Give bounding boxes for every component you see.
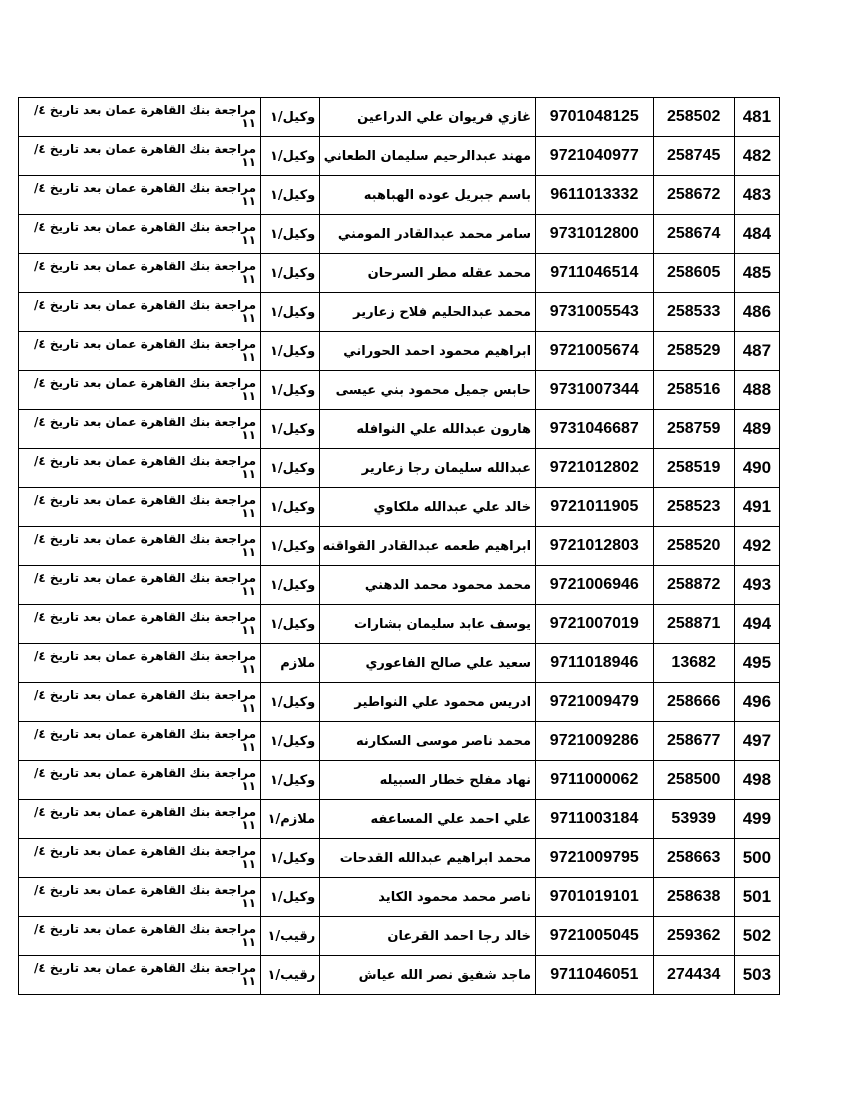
full-name: محمد ناصر موسى السكارنه [320,722,536,761]
row-index: 497 [734,722,779,761]
note-line-2: ١١ [241,545,256,559]
table-row [19,956,780,995]
rank: وكيل/١ [261,215,320,254]
note [19,644,261,683]
row-index: 485 [734,254,779,293]
military-number: 258672 [653,176,734,215]
rank: وكيل/١ [261,878,320,917]
table-row [19,293,780,332]
military-number: 258872 [653,566,734,605]
note-line-1: مراجعة بنك القاهرة عمان بعد تاريخ ٤/ [34,493,256,507]
note-line-1: مراجعة بنك القاهرة عمان بعد تاريخ ٤/ [34,259,256,273]
row-index: 500 [734,839,779,878]
rank: وكيل/١ [261,410,320,449]
national-id: 9711018946 [536,644,653,683]
table-row [19,371,780,410]
military-number: 258516 [653,371,734,410]
note-line-1: مراجعة بنك القاهرة عمان بعد تاريخ ٤/ [34,610,256,624]
row-index: 498 [734,761,779,800]
note-line-2: ١١ [241,896,256,910]
note-line-1: مراجعة بنك القاهرة عمان بعد تاريخ ٤/ [34,103,256,117]
note-line-2: ١١ [241,311,256,325]
full-name: خالد علي عبدالله ملكاوي [320,488,536,527]
rank: وكيل/١ [261,293,320,332]
row-index: 489 [734,410,779,449]
military-number: 13682 [653,644,734,683]
note [19,800,261,839]
row-index: 499 [734,800,779,839]
note-line-2: ١١ [241,506,256,520]
row-index: 496 [734,683,779,722]
national-id: 9721006946 [536,566,653,605]
table-row [19,800,780,839]
full-name: ناصر محمد محمود الكايد [320,878,536,917]
national-id: 9721005045 [536,917,653,956]
row-index: 495 [734,644,779,683]
table-row [19,410,780,449]
note [19,956,261,995]
note-line-2: ١١ [241,428,256,442]
military-number: 258871 [653,605,734,644]
note-line-1: مراجعة بنك القاهرة عمان بعد تاريخ ٤/ [34,649,256,663]
note-line-2: ١١ [241,155,256,169]
full-name: ادريس محمود علي النواطير [320,683,536,722]
note [19,488,261,527]
note-line-2: ١١ [241,857,256,871]
note-line-2: ١١ [241,389,256,403]
military-number: 258759 [653,410,734,449]
note [19,410,261,449]
table-row [19,254,780,293]
note-line-2: ١١ [241,194,256,208]
note [19,761,261,800]
note [19,722,261,761]
full-name: باسم جبريل عوده الهباهبه [320,176,536,215]
full-name: محمد عبدالحليم فلاح زعارير [320,293,536,332]
military-number: 258663 [653,839,734,878]
military-number: 258638 [653,878,734,917]
full-name: ماجد شفيق نصر الله عياش [320,956,536,995]
rank: ملازم/١ [261,800,320,839]
national-id: 9721009795 [536,839,653,878]
national-id: 9721011905 [536,488,653,527]
full-name: محمد ابراهيم عبدالله القدحات [320,839,536,878]
table-row [19,566,780,605]
note-line-2: ١١ [241,935,256,949]
national-id: 9721005674 [536,332,653,371]
military-number: 258523 [653,488,734,527]
note-line-1: مراجعة بنك القاهرة عمان بعد تاريخ ٤/ [34,220,256,234]
row-index: 494 [734,605,779,644]
note [19,605,261,644]
full-name: نهاد مفلح خطار السبيله [320,761,536,800]
rank: وكيل/١ [261,566,320,605]
rank: وكيل/١ [261,98,320,137]
rank: وكيل/١ [261,683,320,722]
note-line-1: مراجعة بنك القاهرة عمان بعد تاريخ ٤/ [34,181,256,195]
row-index: 482 [734,137,779,176]
note-line-1: مراجعة بنك القاهرة عمان بعد تاريخ ٤/ [34,883,256,897]
military-number: 258533 [653,293,734,332]
full-name: ابراهيم طعمه عبدالقادر القواقنه [320,527,536,566]
row-index: 487 [734,332,779,371]
note-line-2: ١١ [241,974,256,988]
national-id: 9711046051 [536,956,653,995]
note-line-2: ١١ [241,623,256,637]
rank: رقيب/١ [261,956,320,995]
note-line-1: مراجعة بنك القاهرة عمان بعد تاريخ ٤/ [34,688,256,702]
row-index: 486 [734,293,779,332]
national-id: 9721040977 [536,137,653,176]
table-row [19,176,780,215]
note-line-2: ١١ [241,116,256,130]
table-row [19,605,780,644]
full-name: يوسف عابد سليمان بشارات [320,605,536,644]
full-name: حابس جميل محمود بني عيسى [320,371,536,410]
row-index: 484 [734,215,779,254]
national-id: 9731046687 [536,410,653,449]
table-row [19,488,780,527]
military-number: 258674 [653,215,734,254]
full-name: مهند عبدالرحيم سليمان الطعاني [320,137,536,176]
note-line-1: مراجعة بنك القاهرة عمان بعد تاريخ ٤/ [34,532,256,546]
row-index: 493 [734,566,779,605]
note-line-2: ١١ [241,662,256,676]
row-index: 490 [734,449,779,488]
rank: وكيل/١ [261,371,320,410]
rank: وكيل/١ [261,137,320,176]
note-line-1: مراجعة بنك القاهرة عمان بعد تاريخ ٤/ [34,415,256,429]
note-line-2: ١١ [241,779,256,793]
note-line-2: ١١ [241,350,256,364]
national-id: 9721012803 [536,527,653,566]
national-id: 9721009479 [536,683,653,722]
row-index: 483 [734,176,779,215]
note-line-1: مراجعة بنك القاهرة عمان بعد تاريخ ٤/ [34,298,256,312]
note-line-2: ١١ [241,740,256,754]
rank: وكيل/١ [261,332,320,371]
note-line-2: ١١ [241,467,256,481]
row-index: 501 [734,878,779,917]
note-line-1: مراجعة بنك القاهرة عمان بعد تاريخ ٤/ [34,454,256,468]
note-line-2: ١١ [241,233,256,247]
table-row [19,839,780,878]
table-row [19,683,780,722]
full-name: هارون عبدالله علي النوافله [320,410,536,449]
rank: وكيل/١ [261,839,320,878]
note [19,176,261,215]
note-line-1: مراجعة بنك القاهرة عمان بعد تاريخ ٤/ [34,142,256,156]
military-number: 274434 [653,956,734,995]
military-number: 258500 [653,761,734,800]
military-number: 53939 [653,800,734,839]
note [19,683,261,722]
national-id: 9711000062 [536,761,653,800]
table-row [19,449,780,488]
note [19,878,261,917]
note-line-1: مراجعة بنك القاهرة عمان بعد تاريخ ٤/ [34,766,256,780]
national-id: 9611013332 [536,176,653,215]
national-id: 9721012802 [536,449,653,488]
note-line-1: مراجعة بنك القاهرة عمان بعد تاريخ ٤/ [34,805,256,819]
full-name: محمد محمود محمد الدهني [320,566,536,605]
row-index: 481 [734,98,779,137]
table-row [19,215,780,254]
national-id: 9711046514 [536,254,653,293]
note-line-1: مراجعة بنك القاهرة عمان بعد تاريخ ٤/ [34,922,256,936]
note [19,254,261,293]
military-number: 259362 [653,917,734,956]
row-index: 503 [734,956,779,995]
full-name: سامر محمد عبدالقادر المومني [320,215,536,254]
table-row [19,722,780,761]
rank: وكيل/١ [261,605,320,644]
personnel-table [18,97,780,995]
military-number: 258666 [653,683,734,722]
note [19,98,261,137]
full-name: خالد رجا احمد القرعان [320,917,536,956]
table-body [19,98,780,995]
note [19,215,261,254]
table-row [19,761,780,800]
rank: وكيل/١ [261,761,320,800]
note-line-1: مراجعة بنك القاهرة عمان بعد تاريخ ٤/ [34,376,256,390]
note [19,293,261,332]
table-row [19,917,780,956]
table-row [19,137,780,176]
note [19,917,261,956]
row-index: 488 [734,371,779,410]
military-number: 258529 [653,332,734,371]
note [19,449,261,488]
note-line-2: ١١ [241,584,256,598]
note-line-1: مراجعة بنك القاهرة عمان بعد تاريخ ٤/ [34,844,256,858]
rank: ملازم [261,644,320,683]
rank: رقيب/١ [261,917,320,956]
row-index: 491 [734,488,779,527]
row-index: 492 [734,527,779,566]
full-name: ابراهيم محمود احمد الحوراني [320,332,536,371]
note [19,371,261,410]
table-row [19,644,780,683]
full-name: سعيد علي صالح الفاعوري [320,644,536,683]
rank: وكيل/١ [261,722,320,761]
military-number: 258605 [653,254,734,293]
note [19,527,261,566]
table-row [19,98,780,137]
national-id: 9711003184 [536,800,653,839]
note [19,137,261,176]
note-line-1: مراجعة بنك القاهرة عمان بعد تاريخ ٤/ [34,571,256,585]
note-line-1: مراجعة بنك القاهرة عمان بعد تاريخ ٤/ [34,727,256,741]
rank: وكيل/١ [261,176,320,215]
full-name: عبدالله سليمان رجا زعارير [320,449,536,488]
note-line-1: مراجعة بنك القاهرة عمان بعد تاريخ ٤/ [34,961,256,975]
national-id: 9701048125 [536,98,653,137]
table-row [19,878,780,917]
note-line-2: ١١ [241,701,256,715]
row-index: 502 [734,917,779,956]
note-line-2: ١١ [241,272,256,286]
rank: وكيل/١ [261,527,320,566]
national-id: 9721009286 [536,722,653,761]
military-number: 258519 [653,449,734,488]
national-id: 9731012800 [536,215,653,254]
national-id: 9731005543 [536,293,653,332]
rank: وكيل/١ [261,254,320,293]
rank: وكيل/١ [261,488,320,527]
national-id: 9701019101 [536,878,653,917]
note [19,839,261,878]
military-number: 258677 [653,722,734,761]
note [19,566,261,605]
national-id: 9721007019 [536,605,653,644]
note-line-1: مراجعة بنك القاهرة عمان بعد تاريخ ٤/ [34,337,256,351]
military-number: 258745 [653,137,734,176]
note [19,332,261,371]
note-line-2: ١١ [241,818,256,832]
national-id: 9731007344 [536,371,653,410]
rank: وكيل/١ [261,449,320,488]
full-name: غازي فريوان علي الدراعين [320,98,536,137]
table-row [19,332,780,371]
military-number: 258502 [653,98,734,137]
full-name: محمد عقله مطر السرحان [320,254,536,293]
military-number: 258520 [653,527,734,566]
full-name: علي احمد علي المساعفه [320,800,536,839]
table-row [19,527,780,566]
